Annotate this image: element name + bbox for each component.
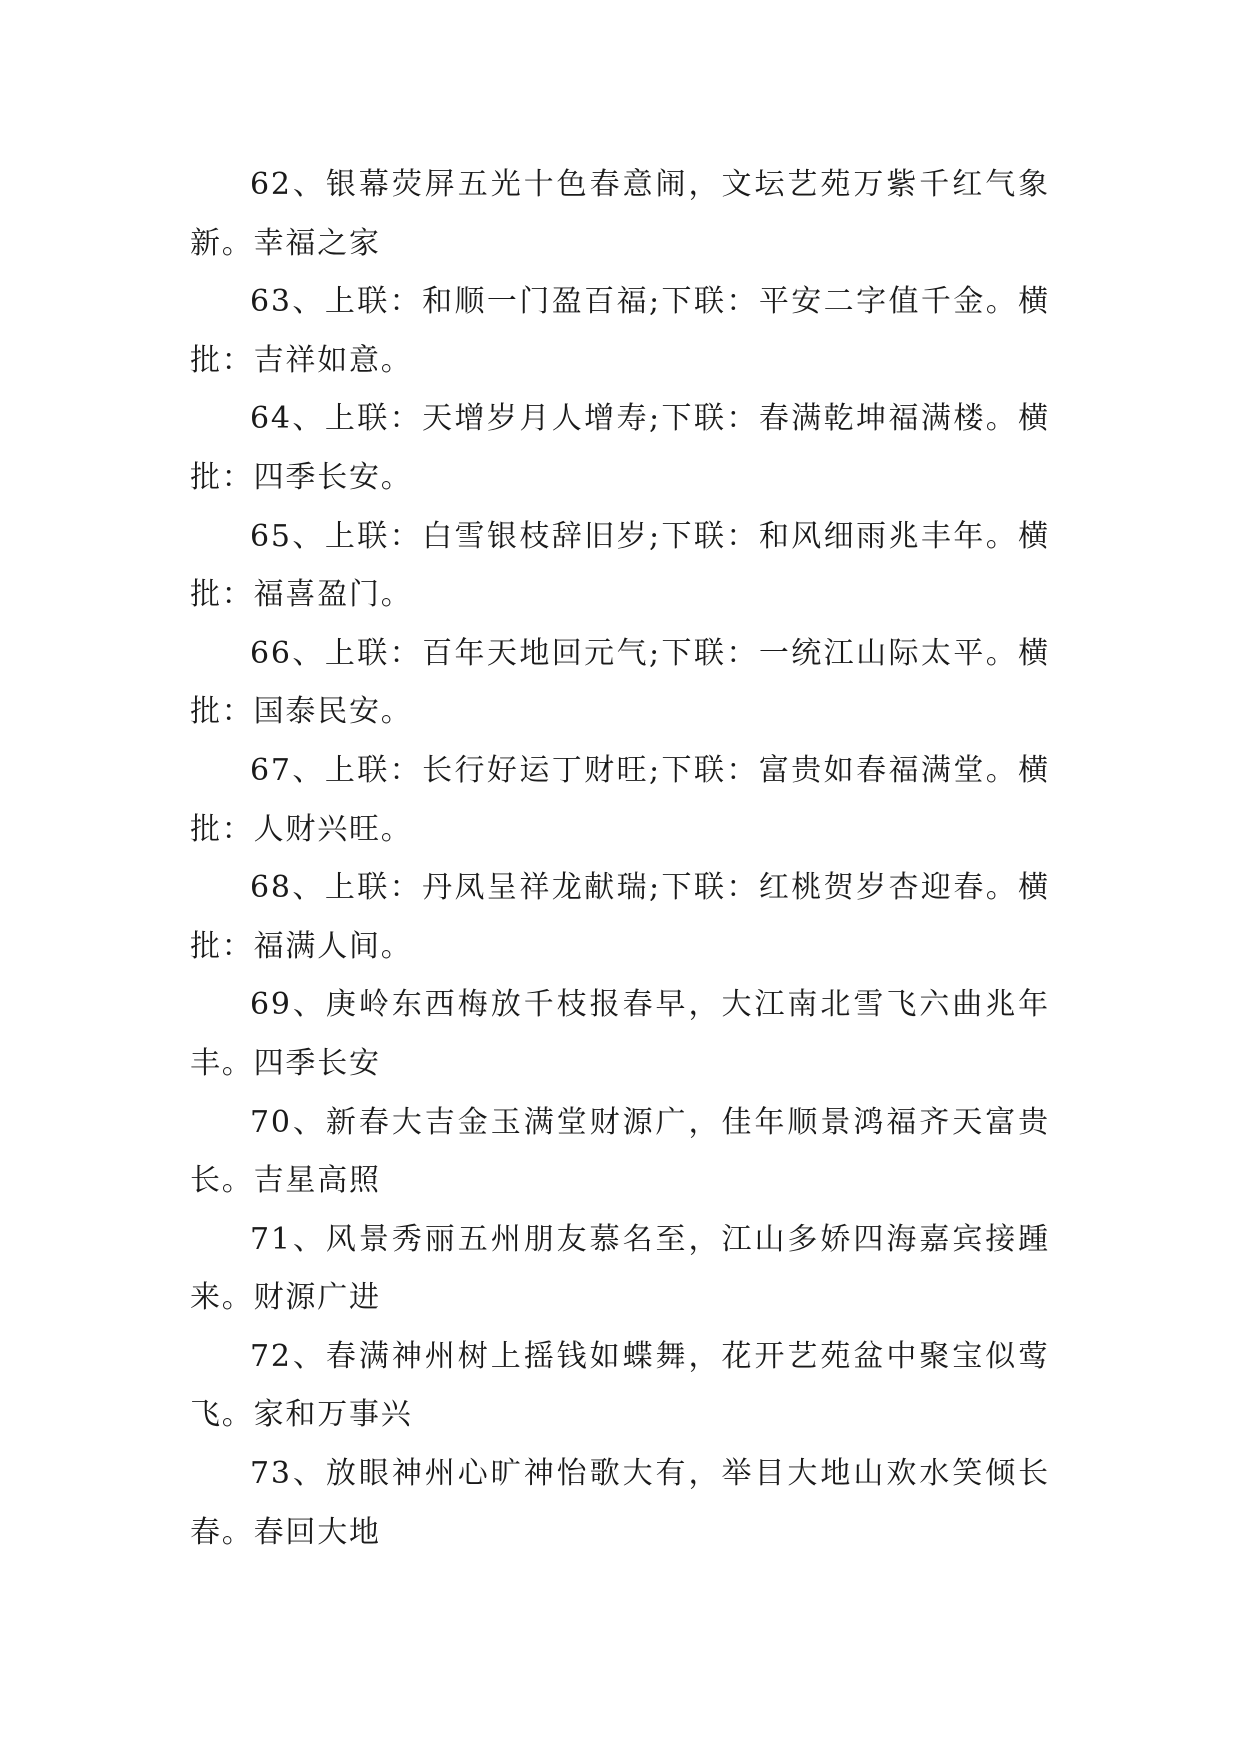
couplet-paragraph-62: 62、银幕荧屏五光十色春意闹，文坛艺苑万紫千红气象新。幸福之家 — [190, 167, 1050, 261]
couplet-paragraph-69: 69、庚岭东西梅放千枝报春早，大江南北雪飞六曲兆年丰。四季长安 — [190, 987, 1050, 1081]
couplet-paragraph-73: 73、放眼神州心旷神怡歌大有，举目大地山欢水笑倾长春。春回大地 — [190, 1456, 1050, 1550]
couplet-paragraph-68: 68、上联：丹凤呈祥龙献瑞;下联：红桃贺岁杏迎春。横批：福满人间。 — [190, 870, 1050, 964]
couplet-paragraph-70: 70、新春大吉金玉满堂财源广，佳年顺景鸿福齐天富贵长。吉星高照 — [190, 1104, 1050, 1199]
couplet-paragraph-66: 66、上联：百年天地回元气;下联：一统江山际太平。横批：国泰民安。 — [190, 635, 1050, 730]
document-body — [190, 156, 1050, 1562]
couplet-paragraph-67: 67、上联：长行好运丁财旺;下联：富贵如春福满堂。横批：人财兴旺。 — [190, 752, 1050, 847]
couplet-paragraph-63: 63、上联：和顺一门盈百福;下联：平安二字值千金。横批：吉祥如意。 — [190, 284, 1050, 378]
couplet-paragraph-71: 71、风景秀丽五州朋友慕名至，江山多娇四海嘉宾接踵来。财源广进 — [190, 1221, 1050, 1316]
couplet-paragraph-64: 64、上联：天增岁月人增寿;下联：春满乾坤福满楼。横批：四季长安。 — [190, 401, 1050, 495]
couplet-paragraph-65: 65、上联：白雪银枝辞旧岁;下联：和风细雨兆丰年。横批：福喜盈门。 — [190, 518, 1050, 613]
couplet-paragraph-72: 72、春满神州树上摇钱如蝶舞，花开艺苑盆中聚宝似莺飞。家和万事兴 — [190, 1338, 1050, 1433]
